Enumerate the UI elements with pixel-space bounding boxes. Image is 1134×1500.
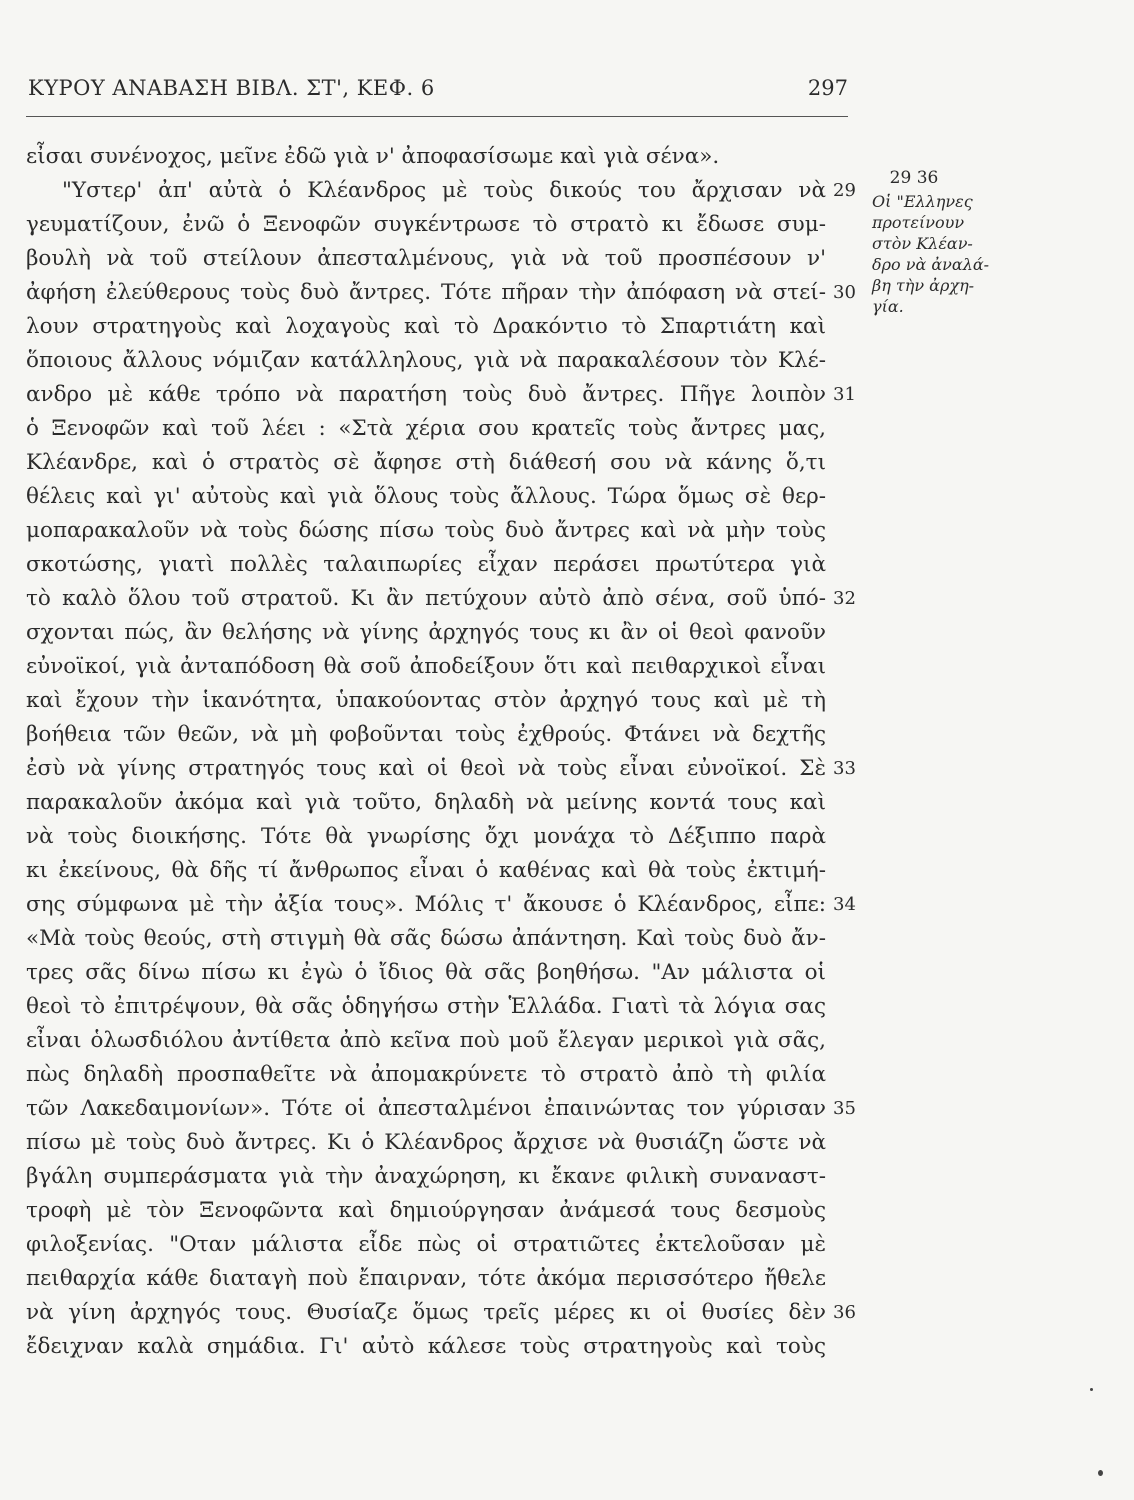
section-number: 31 xyxy=(833,384,856,405)
text-line: φιλοξενίας. "Οταν μάλιστα εἶδε πὼς οἱ στρατιῶτες ἐκτελοῦσαν μὲ xyxy=(26,1232,826,1257)
text-line: βοήθεια τῶν θεῶν, νὰ μὴ φοβοῦνται τοὺς ἐχθρούς. Φτάνει νὰ δεχτῆς xyxy=(26,722,826,747)
text-line: νὰ γίνη ἀρχηγός τους. Θυσίαζε ὅμως τρεῖς μέρες κι οἱ θυσίες δὲν xyxy=(26,1300,826,1325)
section-number: 34 xyxy=(833,894,856,915)
margin-note-line: βη τὴν ἀρχη- xyxy=(872,276,975,295)
text-line: τρες σᾶς δίνω πίσω κι ἐγὼ ὁ ἴδιος θὰ σᾶς βοηθήσω. "Αν μάλιστα οἱ xyxy=(26,960,826,985)
text-line: πειθαρχία κάθε διαταγὴ ποὺ ἔπαιρναν, τότε ἀκόμα περισσότερο ἤθελε xyxy=(26,1266,826,1291)
section-number: 35 xyxy=(833,1098,856,1119)
text-line: «Μὰ τοὺς θεούς, στὴ στιγμὴ θὰ σᾶς δώσω ἀπάντηση. Καὶ τοὺς δυὸ ἄν- xyxy=(26,926,826,951)
text-line: ἐσὺ νὰ γίνης στρατηγός τους καὶ οἱ θεοὶ νὰ τοὺς εἶναι εὐνοϊκοί. Σὲ xyxy=(26,756,826,781)
margin-note-line: Οἱ "Ελληνες xyxy=(872,192,973,211)
margin-note-line: προτείνουν xyxy=(872,213,965,232)
text-line: ὅποιους ἄλλους νόμιζαν κατάλληλους, γιὰ νὰ παρακαλέσουν τὸν Κλέ- xyxy=(26,348,826,373)
text-line: ὁ Ξενοφῶν καὶ τοῦ λέει : «Στὰ χέρια σου κρατεῖς τοὺς ἄντρες μας, xyxy=(26,416,826,441)
text-line: θεοὶ τὸ ἐπιτρέψουν, θὰ σᾶς ὁδηγήσω στὴν Ἑλλάδα. Γιατὶ τὰ λόγια σας xyxy=(26,994,826,1019)
section-number: 30 xyxy=(833,282,856,303)
text-line: εὐνοϊκοί, γιὰ ἀνταπόδοση θὰ σοῦ ἀποδείξουν ὅτι καὶ πειθαρχικοὶ εἶναι xyxy=(26,654,826,679)
text-line: νὰ τοὺς διοικήσης. Τότε θὰ γνωρίσης ὄχι μονάχα τὸ Δέξιππο παρὰ xyxy=(26,824,826,849)
text-line: "Υστερ' ἀπ' αὐτὰ ὁ Κλέανδρος μὲ τοὺς δικούς του ἄρχισαν νὰ xyxy=(62,178,826,203)
text-line: ἔδειχναν καλὰ σημάδια. Γι' αὐτὸ κάλεσε τοὺς στρατηγοὺς καὶ τοὺς xyxy=(26,1334,826,1359)
text-line: ανδρο μὲ κάθε τρόπο νὰ παρατήση τοὺς δυὸ ἄντρες. Πῆγε λοιπὸν xyxy=(26,382,826,407)
paper-speck xyxy=(1090,1388,1093,1391)
paper-speck xyxy=(1098,1470,1103,1476)
text-line: εἶσαι συνένοχος, μεῖνε ἐδῶ γιὰ ν' ἀποφασίσωμε καὶ γιὰ σένα». xyxy=(26,144,720,169)
text-line: τροφὴ μὲ τὸν Ξενοφῶντα καὶ δημιούργησαν ἀνάμεσά τους δεσμοὺς xyxy=(26,1198,826,1223)
text-line: Κλέανδρε, καὶ ὁ στρατὸς σὲ ἄφησε στὴ διάθεσή σου νὰ κάνης ὅ,τι xyxy=(26,450,826,475)
text-line: παρακαλοῦν ἀκόμα καὶ γιὰ τοῦτο, δηλαδὴ νὰ μείνης κοντά τους καὶ xyxy=(26,790,826,815)
text-line: σκοτώσης, γιατὶ πολλὲς ταλαιπωρίες εἶχαν περάσει πρωτύτερα γιὰ xyxy=(26,552,826,577)
text-line: βουλὴ νὰ τοῦ στείλουν ἀπεσταλμένους, γιὰ νὰ τοῦ προσπέσουν ν' xyxy=(26,246,826,271)
text-line: γευματίζουν, ἐνῶ ὁ Ξενοφῶν συγκέντρωσε τὸ στρατὸ κι ἔδωσε συμ- xyxy=(26,212,826,237)
text-line: τῶν Λακεδαιμονίων». Τότε οἱ ἀπεσταλμένοι ἐπαινώντας τον γύρισαν xyxy=(26,1096,826,1121)
margin-section-range: 29 36 xyxy=(889,168,939,188)
text-line: κι ἐκείνους, θὰ δῆς τί ἄνθρωπος εἶναι ὁ καθένας καὶ θὰ τοὺς ἐκτιμή- xyxy=(26,858,826,883)
text-line: σης σύμφωνα μὲ τὴν ἀξία τους». Μόλις τ' ἄκουσε ὁ Κλέανδρος, εἶπε: xyxy=(26,892,826,917)
text-line: βγάλη συμπεράσματα γιὰ τὴν ἀναχώρηση, κι ἔκανε φιλικὴ συναναστ- xyxy=(26,1164,826,1189)
section-number: 36 xyxy=(833,1302,856,1323)
running-header xyxy=(26,76,848,117)
margin-note-line: δρο νὰ ἀναλά- xyxy=(872,255,990,274)
text-line: πίσω μὲ τοὺς δυὸ ἄντρες. Κι ὁ Κλέανδρος ἄρχισε νὰ θυσιάζη ὥστε νὰ xyxy=(26,1130,826,1155)
text-line: καὶ ἔχουν τὴν ἱκανότητα, ὑπακούοντας στὸν ἀρχηγό τους καὶ μὲ τὴ xyxy=(26,688,826,713)
text-line: σχονται πώς, ἂν θελήσης νὰ γίνης ἀρχηγός τους κι ἂν οἱ θεοὶ φανοῦν xyxy=(26,620,826,645)
text-line: λουν στρατηγοὺς καὶ λοχαγοὺς καὶ τὸ Δρακόντιο τὸ Σπαρτιάτη καὶ xyxy=(26,314,826,339)
margin-note-line: στὸν Κλέαν- xyxy=(872,234,973,253)
section-number: 32 xyxy=(833,588,856,609)
text-line: τὸ καλὸ ὅλου τοῦ στρατοῦ. Κι ἂν πετύχουν αὐτὸ ἀπὸ σένα, σοῦ ὑπό- xyxy=(26,586,826,611)
page-number: 297 xyxy=(807,76,848,100)
text-line: μοπαρακαλοῦν νὰ τοὺς δώσης πίσω τοὺς δυὸ ἄντρες καὶ νὰ μὴν τοὺς xyxy=(26,518,826,543)
text-line: εἶναι ὁλωσδιόλου ἀντίθετα ἀπὸ κεῖνα ποὺ μοῦ ἔλεγαν μερικοὶ γιὰ σᾶς, xyxy=(26,1028,826,1053)
running-title: ΚΥΡΟΥ ΑΝΑΒΑΣΗ ΒΙΒΛ. ΣΤ', ΚΕΦ. 6 xyxy=(28,76,435,100)
margin-note-line: γία. xyxy=(872,297,904,316)
text-line: πὼς δηλαδὴ προσπαθεῖτε νὰ ἀπομακρύνετε τὸ στρατὸ ἀπὸ τὴ φιλία xyxy=(26,1062,826,1087)
section-number: 33 xyxy=(833,758,856,779)
margin-summary xyxy=(872,168,1052,317)
text-line: θέλεις καὶ γι' αὐτοὺς καὶ γιὰ ὅλους τοὺς ἄλλους. Τώρα ὅμως σὲ θερ- xyxy=(26,484,826,509)
main-text xyxy=(26,140,826,1364)
section-number: 29 xyxy=(833,180,856,201)
text-line: ἀφήση ἐλεύθερους τοὺς δυὸ ἄντρες. Τότε πῆραν τὴν ἀπόφαση νὰ στεί- xyxy=(26,280,826,305)
